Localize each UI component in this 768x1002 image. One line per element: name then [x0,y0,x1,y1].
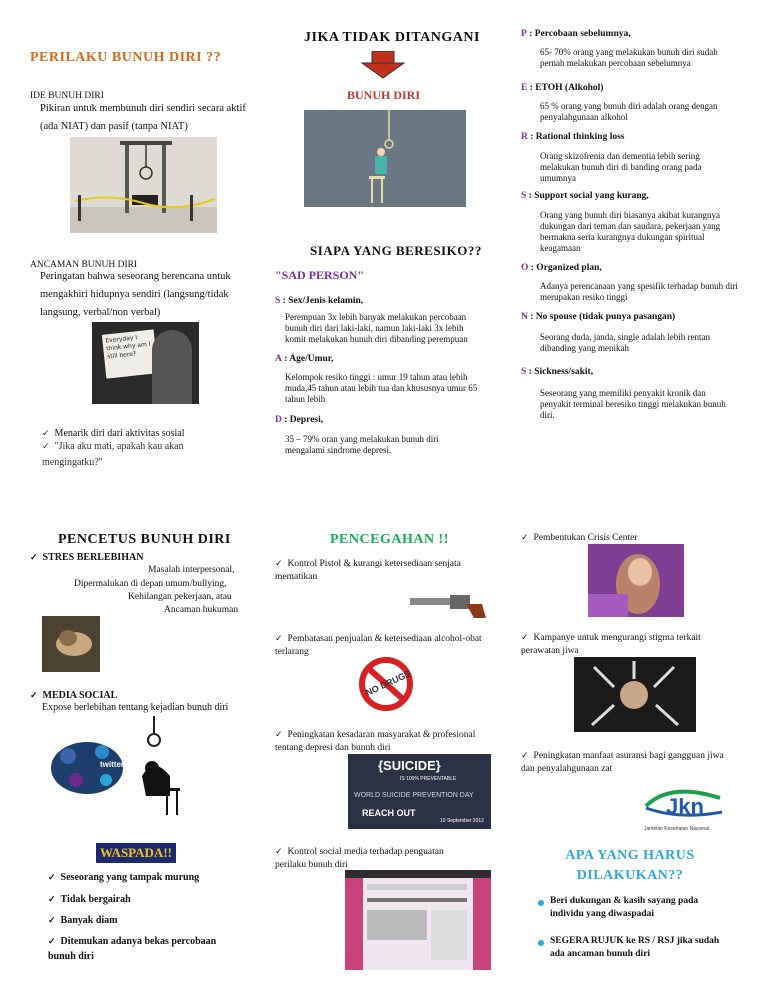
apa-dukungan: Beri dukungan & kasih sayang pada individu yang diwaspadai [550,896,699,919]
e-text: 65 % orang yang bunuh diri adalah orang dengan penyalahgunaan alkohol [540,101,718,122]
no-drugs-text: NO DRUGS [364,668,413,698]
pencegahan-title: PENCEGAHAN !! [330,532,449,547]
ancaman-label: ANCAMAN BUNUH DIRI [30,260,138,270]
check-menarik: ✓ Menarik diri dari aktivitas sosial [42,426,185,441]
s-letter: S [275,296,281,306]
s2-letter: S [521,191,527,201]
p-text: 65- 70% orang yang melakukan bunuh diri sudah pernah melakukan percobaan sebelumnya [540,47,718,68]
e-letter: E [521,83,528,93]
website-screenshot [345,870,491,970]
media-text: Expose berlebihan tentang kejadian bunuh diri [42,702,229,713]
prevent-pistol: ✓ Kontrol Pistol & kurangi ketersediaan senjata mematikan [275,557,475,584]
sad-person: "SAD PERSON" [275,268,365,282]
hanging-image [304,110,466,207]
waspada-murung: ✓ Seseorang yang tampak murung [48,870,199,885]
gallows-image [70,137,217,233]
n-head: : No spouse (tidak punya pasangan) [530,312,676,322]
jkn-subtitle: Jaminan Kesehatan Nasional [644,826,710,832]
jika-title: JIKA TIDAK DITANGANI [304,30,480,45]
p-head: : Percobaan sebelumnya, [529,29,631,39]
insurance-benefit: ✓ Peningkatan manfaat asuransi bagi gangguan jiwa dan penyalahgunaan zat [521,749,736,776]
no-drugs-icon [350,656,422,712]
banner-day: WORLD SUICIDE PREVENTION DAY [354,792,474,799]
ide-text: Pikiran untuk membunuh diri sendiri secara aktif (ada NIAT) dan pasif (tanpa NIAT) [40,103,246,132]
bullet-icon [538,940,544,946]
s3-text: Seseorang yang memiliki penyakit kronik dan penyakit terminal beresiko tinggi melakukan bunuh diri. [540,388,726,420]
jkn-text: Jkn [666,794,704,819]
down-arrow-icon [360,51,406,84]
s3-head: : Sickness/sakit, [528,367,594,377]
ide-label: IDE BUNUH DIRI [30,91,104,101]
stres-line-1: Masalah interpersonal, [148,565,235,575]
d-head: : Depresi, [284,415,324,425]
a-letter: A [275,354,282,364]
apa-title: APA YANG HARUS DILAKUKAN?? [565,848,695,883]
n-text: Seorang duda, janda, single adalah lebih rentan dibanding yang menikah [540,332,710,353]
o-letter: O [521,263,529,273]
waspada-bergairah: ✓ Tidak bergairah [48,892,131,907]
s2-text: Orang yang bunuh diri biasanya akibat kurangnya dukungan dari teman dan saudara, pekerjaan yang bermakna serta kurangnya dukungan spiritual keagamaan [540,210,721,253]
sign-photo [92,322,199,404]
check-media: ✓ MEDIA SOCIAL [30,688,117,703]
pistol-icon [410,590,490,625]
r-letter: R [521,132,528,142]
ancaman-text-1: Peringatan bahwa seseorang berencana untuk [40,271,231,282]
s-text: Perempuan 3x lebih banyak melakukan percobaan bunuh diri dari laki-laki, namun laki-laki 3x lebih komit melakukan bunuh diri dibanding perempuan [285,312,468,344]
check-jika: ✓ "Jika aku mati, apakah kau akan mengingatku?" [42,438,212,471]
s-head: : Sex/Jenis kelamin, [282,296,364,306]
sign-card: Everyday I think why am I still here? [102,329,158,378]
prevent-alcohol: ✓ Pembatasan penjualan & ketersediaan alcohol-obat terlarang [275,632,485,659]
stress-photo [42,616,100,672]
stres-line-4: Ancaman hukuman [164,605,239,615]
perilaku-title: PERILAKU BUNUH DIRI ?? [30,50,222,65]
prevent-awareness: ✓ Peningkatan kesadaran masyarakat & profesional tentang depresi dan bunuh diri [275,728,485,755]
pencetus-title: PENCETUS BUNUH DIRI [58,532,231,547]
stres-line-3: Kehilangan pekerjaan, atau [128,592,232,602]
siapa-title: SIAPA YANG BERESIKO?? [310,243,482,258]
o-text: Adanya perencanaan yang spesifik terhadap bunuh diri merupakan resiko tinggi [540,281,738,302]
waspada-heading: WASPADA!! [96,843,176,863]
crisis-photo [588,544,684,617]
banner-preventable: IS 100% PREVENTABLE [400,776,457,782]
stigma-campaign: ✓ Kampanye untuk mengurangi stigma terkait perawatan jiwa [521,631,731,658]
jkn-logo [640,786,730,836]
a-head: : Age/Umur, [284,354,334,364]
bullet-icon [538,900,544,906]
suicide-banner [348,754,491,829]
a-text: Kelompok resiko tinggi : umur 19 tahun atau lebih muda,45 tahun atau lebih tua dan khususnya umur 65 tahun lebih [285,372,478,404]
d-text: 35 – 79% oran yang melakukan bunuh diri mengalami sindrome depresi. [285,434,439,455]
banner-date: 10 September 2012 [440,818,484,824]
banner-suicide: {SUICIDE} [378,758,441,773]
d-letter: D [275,415,282,425]
bunuh-diri-heading: BUNUH DIRI [347,88,421,102]
stigma-photo [574,657,696,732]
s2-head: : Support social yang kurang, [528,191,649,201]
crisis-center: ✓ Pembentukan Crisis Center [521,530,638,545]
media-image [42,716,204,818]
ancaman-text-2: mengakhiri hidupnya sendiri (langsung/tidak [40,289,229,300]
e-head: : ETOH (Alkohol) [529,83,604,93]
ancaman-text-3: langsung, verbal/non verbal) [40,307,161,318]
o-head: : Organized plan, [530,263,602,273]
s3-letter: S [521,367,527,377]
apa-rujuk: SEGERA RUJUK ke RS / RSJ jika sudah ada ancaman bunuh diri [550,936,720,959]
prevent-socmed: ✓ Kontrol social media terhadap penguatan perilaku bunuh diri [275,845,475,872]
n-letter: N [521,312,528,322]
waspada-diam: ✓ Banyak diam [48,913,118,928]
p-letter: P [521,29,527,39]
r-text: Orang skizofrenia dan dementia lebih sering melakukan bunuh diri di banding orang pada umumnya [540,151,702,183]
stres-line-2: Dipermalukan di depan umum/bullying, [74,579,227,589]
twitter-label: twitter [100,760,124,769]
r-head: : Rational thinking loss [530,132,625,142]
banner-reach: REACH OUT [362,808,416,818]
check-stres: ✓ STRES BERLEBIHAN [30,550,143,565]
waspada-bekas: ✓ Ditemukan adanya bekas percobaan bunuh diri [48,934,238,964]
